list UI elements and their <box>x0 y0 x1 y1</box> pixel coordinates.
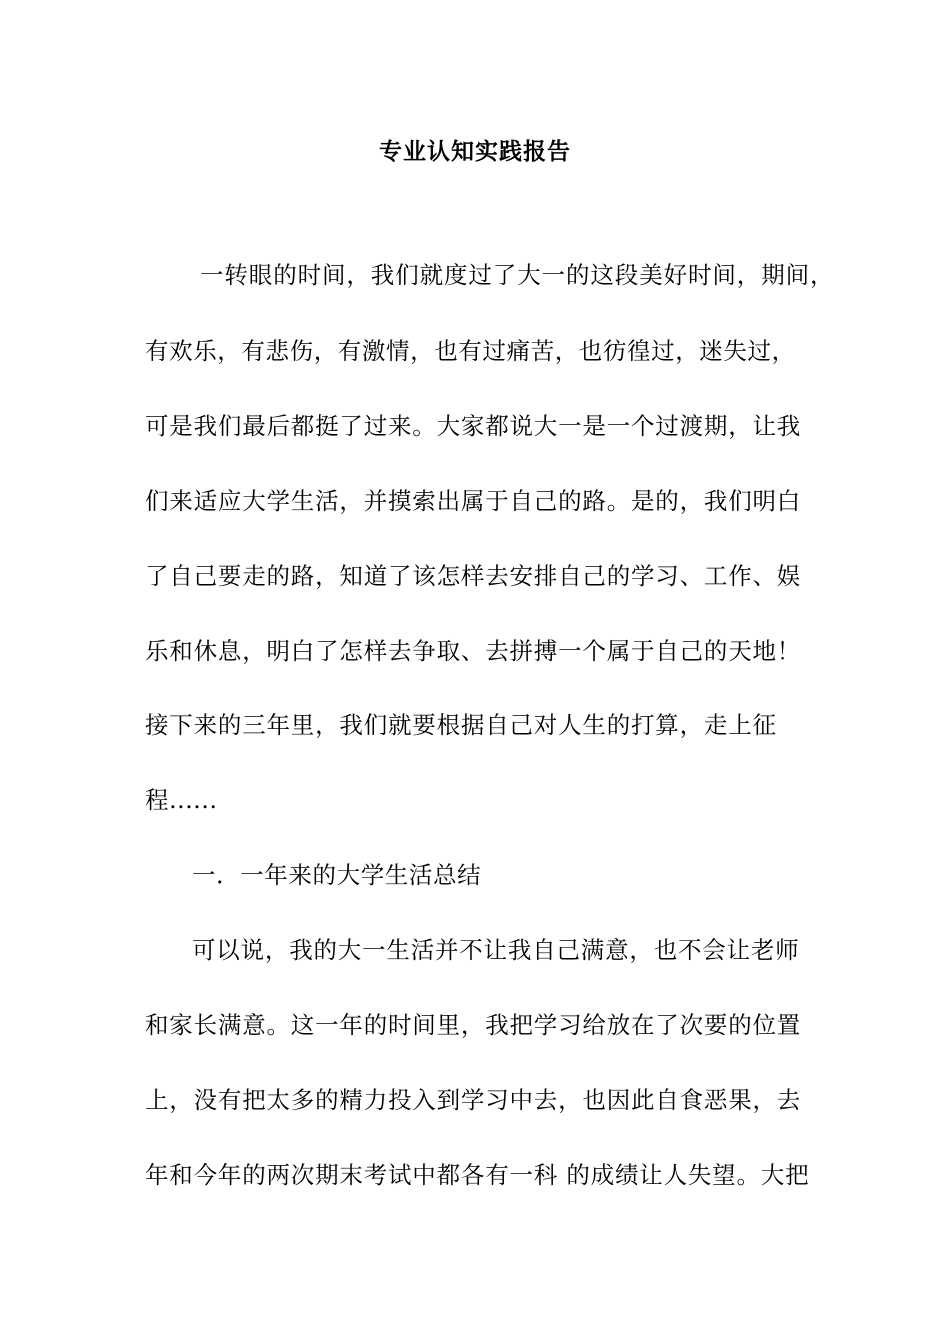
paragraph-line: 接下来的三年里，我们就要根据自己对人生的打算，走上征 <box>145 711 777 739</box>
paragraph-line: 了自己要走的路，知道了该怎样去安排自己的学习、工作、娱 <box>145 562 802 590</box>
paragraph-line: 和家长满意。这一年的时间里，我把学习给放在了次要的位置 <box>145 1011 802 1039</box>
paragraph-line: 程...... <box>145 786 218 814</box>
paragraph-line: 可以说，我的大一生活并不让我自己满意，也不会让老师 <box>192 936 800 964</box>
document-title: 专业认知实践报告 <box>379 138 571 165</box>
paragraph-line: 有欢乐，有悲伤，有激情，也有过痛苦，也彷徨过，迷失过， <box>145 337 796 365</box>
paragraph-line: 上，没有把太多的精力投入到学习中去，也因此自食恶果，去 <box>145 1086 802 1114</box>
paragraph-line: 一转眼的时间，我们就度过了大一的这段美好时间，期间， <box>200 261 835 289</box>
paragraph-line: 可是我们最后都挺了过来。大家都说大一是一个过渡期，让我 <box>145 412 802 440</box>
section-heading: 一．一年来的大学生活总结 <box>192 861 482 889</box>
paragraph-line: 年和今年的两次期末考试中都各有一科 的成绩让人失望。大把 <box>145 1161 810 1189</box>
paragraph-line: 乐和休息，明白了怎样去争取、去拼搏一个属于自己的天地！ <box>145 637 802 665</box>
paragraph-line: 们来适应大学生活，并摸索出属于自己的路。是的，我们明白 <box>145 487 802 515</box>
